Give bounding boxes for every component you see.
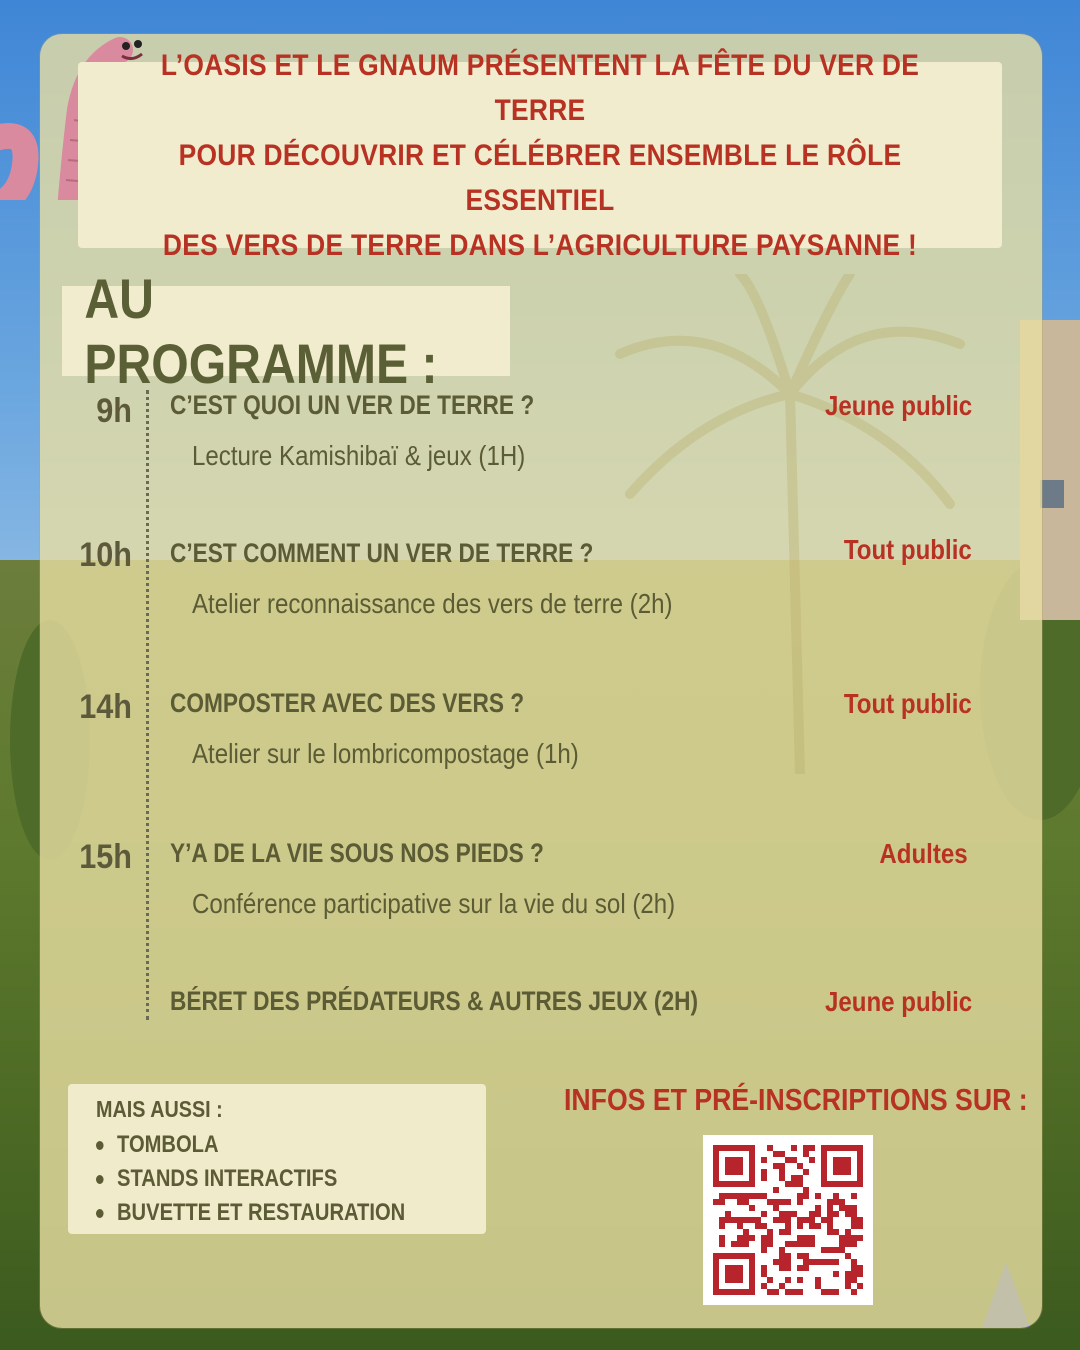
schedule-time: 15h [79,838,132,876]
schedule-audience: Tout public [844,688,972,719]
schedule-subtitle: Conférence participative sur la vie du sol (2h) [192,888,676,919]
schedule-subtitle: Atelier sur le lombricompostage (1h) [192,738,579,769]
also-item-label: TOMBOLA [117,1131,219,1158]
schedule-subtitle: Atelier reconnaissance des vers de terre (2h) [192,588,673,619]
also-item [96,1196,405,1230]
schedule-subtitle: Lecture Kamishibaï & jeux (1H) [192,440,526,471]
schedule-title: Y’A DE LA VIE SOUS NOS PIEDS ? [170,838,544,868]
schedule-title: BÉRET DES PRÉDATEURS & AUTRES JEUX (2H) [170,986,699,1016]
bullet-icon [96,1175,104,1184]
infos-label: INFOS ET PRÉ-INSCRIPTIONS SUR : [564,1082,1028,1117]
schedule-audience: Jeune public [824,390,972,421]
also-box [68,1084,486,1234]
bullet-icon [96,1141,104,1150]
bullet-icon [96,1209,104,1218]
schedule-title: C’EST QUOI UN VER DE TERRE ? [170,390,535,420]
also-heading: MAIS AUSSI : [96,1096,223,1122]
program-title: AU PROGRAMME : [84,267,438,395]
intro-line: POUR DÉCOUVRIR ET CÉLÉBRER ENSEMBLE LE RÔLE ESSENTIEL [178,138,902,217]
intro-line: DES VERS DE TERRE DANS L’AGRICULTURE PAYSANNE ! [162,228,918,262]
intro-line: L’OASIS ET LE GNAUM PRÉSENTENT LA FÊTE DU VER DE TERRE [160,48,920,127]
schedule-title: COMPOSTER AVEC DES VERS ? [170,688,525,718]
qr-code-graphic [703,1135,873,1305]
intro-text [133,43,946,268]
schedule-audience: Adultes [879,838,968,869]
schedule-time: 9h [96,392,132,430]
also-item [96,1162,405,1196]
schedule-audience: Jeune public [824,986,972,1017]
also-item [96,1128,405,1162]
also-item-label: STANDS INTERACTIFS [117,1165,338,1192]
also-item-label: BUVETTE ET RESTAURATION [117,1199,406,1226]
schedule-title: C’EST COMMENT UN VER DE TERRE ? [170,538,594,568]
schedule-time: 10h [79,536,132,574]
qr-code-icon[interactable] [703,1135,873,1305]
schedule-time: 14h [79,688,132,726]
program-heading [62,267,510,395]
also-list [96,1128,464,1230]
schedule-audience: Tout public [844,534,972,565]
timeline-divider [146,390,149,1020]
house-window [1040,480,1064,508]
intro-banner [78,48,1002,262]
